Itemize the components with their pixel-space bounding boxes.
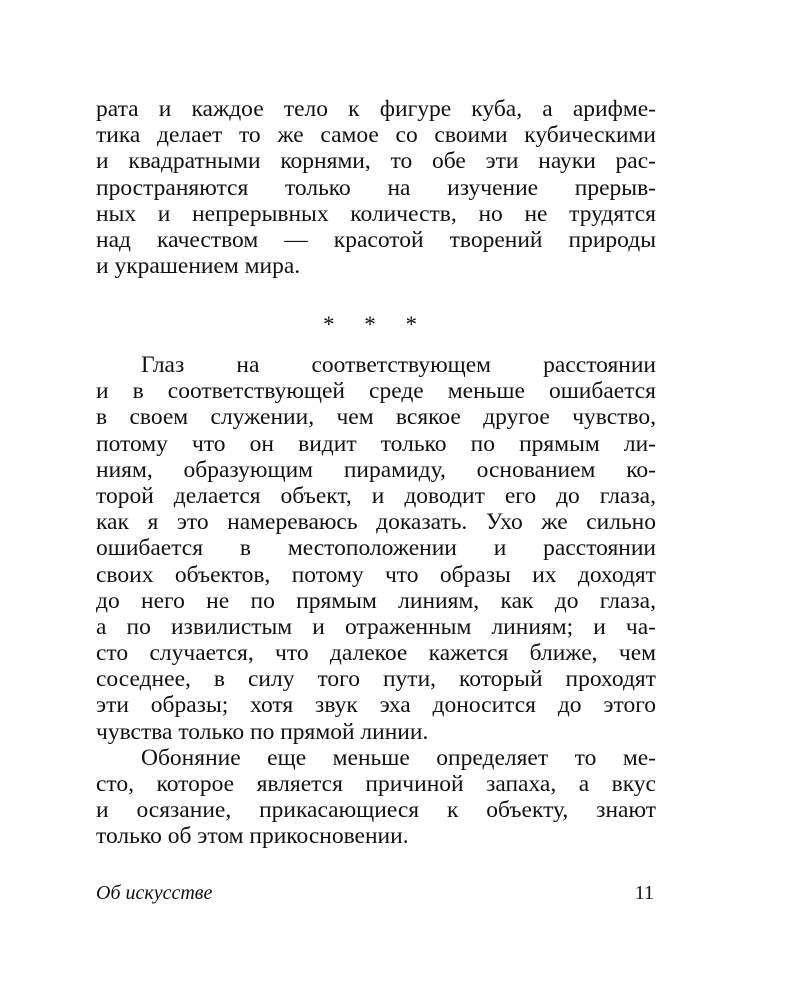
text-line: эти образы; хотя звук эха доносится до этого	[96, 692, 656, 719]
text-line: и в соответствующей среде меньше ошибается	[96, 378, 656, 405]
page-number: 11	[634, 882, 654, 904]
text-line: Глаз на соответствующем расстоянии	[141, 352, 656, 378]
text-line: торой делается объект, и доводит его до глаза,	[96, 482, 656, 509]
text-line: чувства только по прямой линии.	[96, 718, 429, 745]
text-line: как я это намереваюсь доказать. Ухо же сильно	[96, 509, 656, 536]
text-line: и украшением мира.	[96, 253, 301, 280]
text-line: над качеством — красотой творений природы	[96, 226, 656, 253]
text-line: только об этом прикосновении.	[96, 823, 409, 850]
text-line: своих объектов, потому что образы их доходят	[96, 561, 656, 588]
paragraph-eye	[96, 352, 656, 850]
text-line: ных и непрерывных количеств, но не трудятся	[96, 200, 656, 227]
text-line: соседнее, в силу того пути, который проходят	[96, 666, 656, 693]
running-title: Об искусстве	[96, 882, 213, 904]
paragraph-continued	[96, 96, 656, 279]
text-line: ниям, образующим пирамиду, основанием ко-	[96, 456, 656, 483]
section-separator: * * *	[323, 312, 429, 337]
text-line: потому что он видит только по прямым ли-	[96, 430, 656, 457]
text-line: и квадратными корнями, то обе эти науки рас-	[96, 148, 656, 175]
text-line: до него не по прямым линиям, как до глаза,	[96, 587, 656, 614]
text-line: и осязание, прикасающиеся к объекту, знают	[96, 797, 656, 824]
text-line: Обоняние еще меньше определяет то ме-	[141, 744, 656, 771]
text-line: тика делает то же самое со своими кубическими	[96, 122, 656, 149]
text-line: а по извилистым и отраженным линиям; и ча-	[96, 613, 656, 640]
text-line: рата и каждое тело к фигуре куба, а арифме-	[96, 96, 656, 122]
text-line: сто случается, что далекое кажется ближе, чем	[96, 640, 656, 667]
text-line: в своем служении, чем всякое другое чувство,	[96, 404, 656, 431]
text-line: сто, которое является причиной запаха, а вкус	[96, 771, 656, 797]
text-line: пространяются только на изучение прерыв-	[96, 174, 656, 201]
text-line: ошибается в местоположении и расстоянии	[96, 535, 656, 562]
page-footer	[96, 882, 654, 910]
